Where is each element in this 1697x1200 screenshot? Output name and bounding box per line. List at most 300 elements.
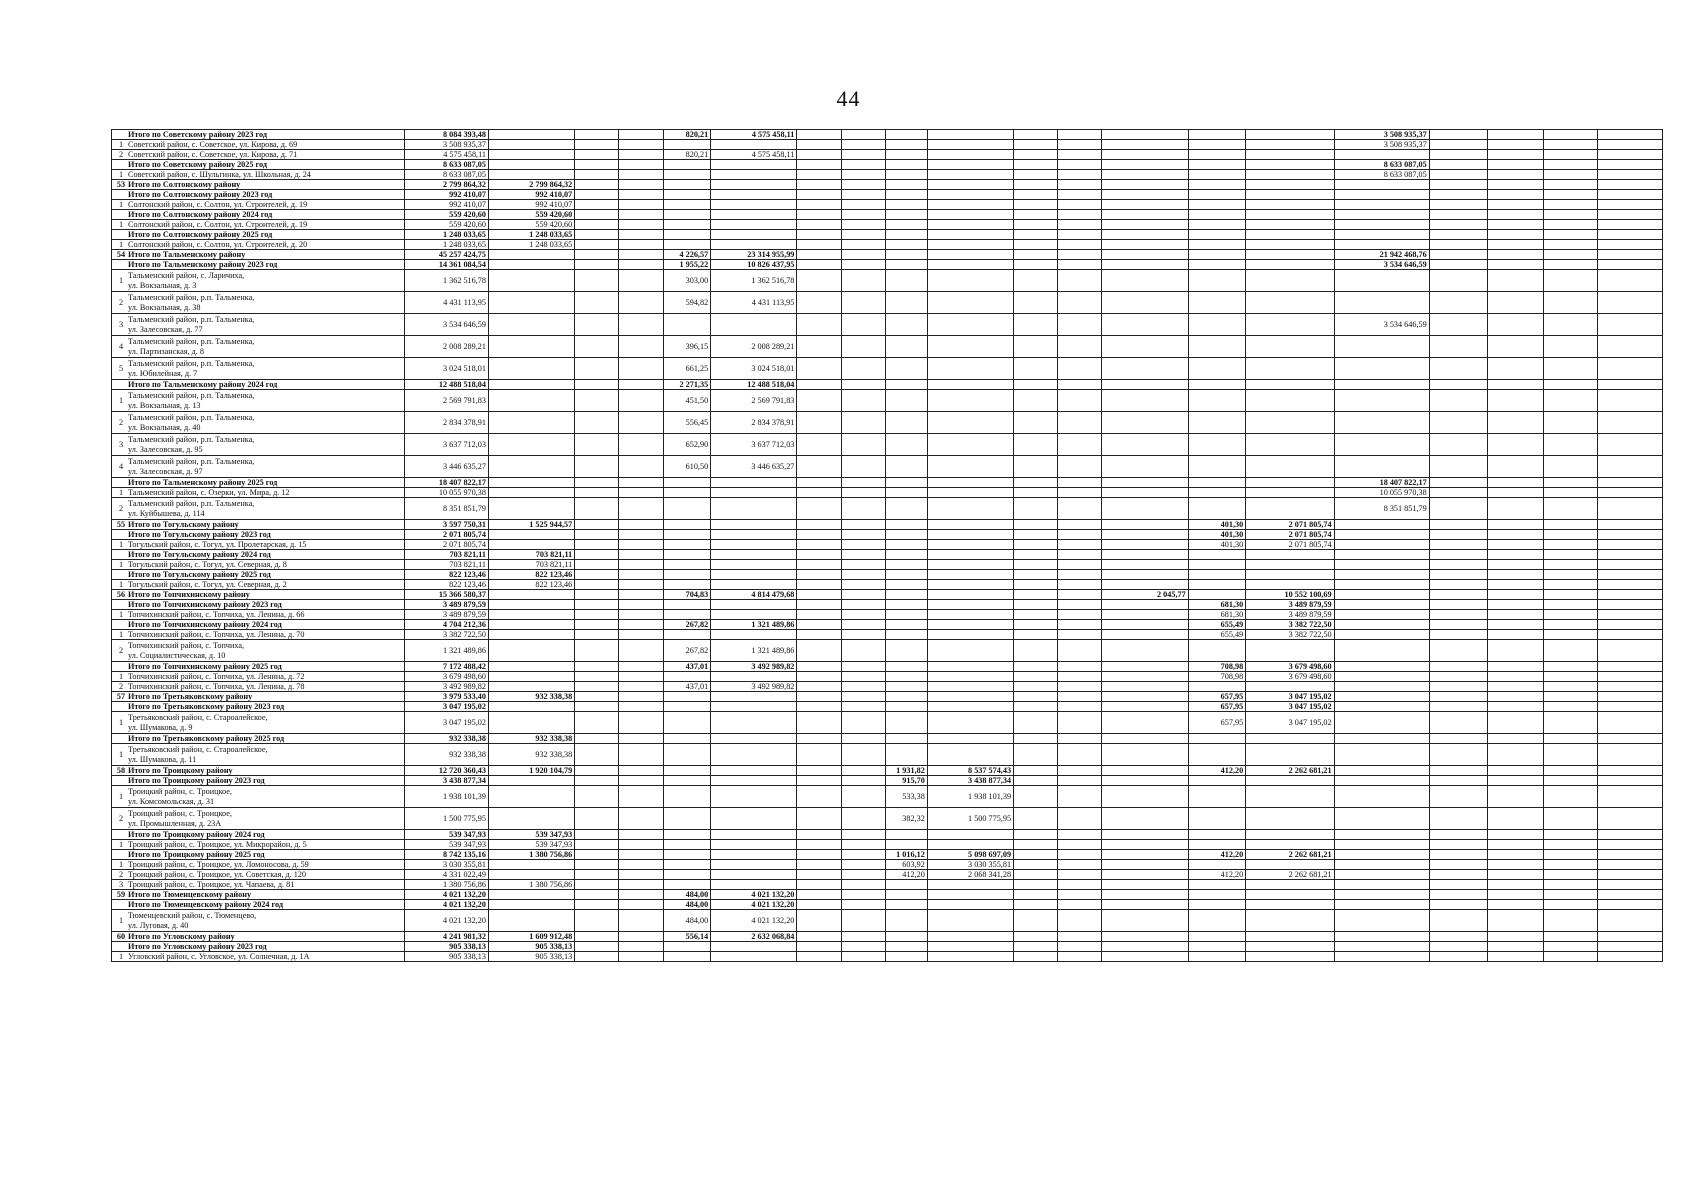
value-cell [1102,870,1188,880]
value-cell [663,314,711,336]
address-cell [112,952,405,962]
row-description: Топчихинский район, с. Топчиха, ул. Ленина, д. 72 [128,672,305,681]
value-cell: 4 331 022,49 [404,870,488,880]
value-cell: 603,92 [885,860,927,870]
value-cell [1102,640,1188,662]
value-cell [841,870,885,880]
value-cell [1543,672,1597,682]
value-cell [1597,942,1662,952]
value-cell [797,850,841,860]
row-number: 1 [118,915,124,925]
value-cell [1102,550,1188,560]
value-cell [488,590,574,600]
value-cell [1058,380,1102,390]
value-cell [1102,520,1188,530]
value-cell [885,662,927,672]
address-line-2: ул. Вокзальная, д. 3 [128,280,197,290]
value-cell: 3 030 355,81 [404,860,488,870]
value-cell: 401,30 [1188,540,1245,550]
value-cell [1597,270,1662,292]
value-cell: 8 633 087,05 [1334,170,1429,180]
value-cell [1014,910,1058,932]
value-cell [619,744,663,766]
value-cell [1334,620,1429,630]
value-cell [575,336,619,358]
value-cell [711,180,797,190]
value-cell [1058,910,1102,932]
value-cell [663,230,711,240]
value-cell [841,620,885,630]
value-cell [1429,630,1488,640]
value-cell: 4 575 458,11 [404,150,488,160]
value-cell [1334,200,1429,210]
value-cell [1058,850,1102,860]
value-cell [797,662,841,672]
value-cell [841,478,885,488]
value-cell [1102,942,1188,952]
row-number: 1 [118,560,124,569]
row-number: 1 [118,717,124,727]
address-cell [112,682,405,692]
value-cell [797,270,841,292]
value-cell [927,712,1013,734]
value-cell [1102,314,1188,336]
row-description: Советский район, с. Советское, ул. Кирова, д. 69 [128,140,298,149]
row-number: 2 [118,682,124,691]
table-row-item [112,488,1663,498]
value-cell: 3 508 935,37 [404,140,488,150]
table-row-total [112,734,1663,744]
value-cell [927,130,1013,140]
value-cell: 992 410,07 [404,190,488,200]
value-cell [1014,692,1058,702]
value-cell [1429,190,1488,200]
value-cell [927,620,1013,630]
row-description: Итого по Солтонскому району 2024 год [128,210,273,219]
value-cell [619,456,663,478]
value-cell [1334,900,1429,910]
value-cell [711,744,797,766]
value-cell [1188,170,1245,180]
value-cell [1014,160,1058,170]
value-cell: 3 637 712,03 [711,434,797,456]
value-cell [575,550,619,560]
value-cell: 10 055 970,38 [1334,488,1429,498]
value-cell [885,230,927,240]
table-row-item [112,640,1663,662]
value-cell [1429,160,1488,170]
value-cell [663,478,711,488]
address-line-2: ул. Юбилейная, д. 7 [128,368,198,378]
value-cell [1188,130,1245,140]
value-cell [797,870,841,880]
value-cell [927,610,1013,620]
value-cell: 4 431 113,95 [711,292,797,314]
value-cell [927,160,1013,170]
value-cell: 932 338,38 [488,692,574,702]
value-cell [885,390,927,412]
value-cell [1597,336,1662,358]
value-cell [619,662,663,672]
value-cell [619,640,663,662]
value-cell [927,314,1013,336]
table-row-item [112,358,1663,380]
value-cell [1488,744,1543,766]
row-number: 1 [118,220,124,229]
value-cell [1246,580,1334,590]
value-cell [841,830,885,840]
value-cell [1058,662,1102,672]
value-cell [711,314,797,336]
value-cell [575,456,619,478]
value-cell: 2 045,77 [1102,590,1188,600]
value-cell [1597,260,1662,270]
value-cell [1597,766,1662,776]
value-cell [1334,640,1429,662]
value-cell [1597,160,1662,170]
value-cell [1014,942,1058,952]
table-row-item [112,170,1663,180]
value-cell [1058,160,1102,170]
value-cell [1014,314,1058,336]
value-cell [663,550,711,560]
value-cell [927,840,1013,850]
value-cell [841,900,885,910]
value-cell [619,488,663,498]
value-cell: 8 351 851,79 [404,498,488,520]
value-cell [1597,520,1662,530]
value-cell [619,870,663,880]
value-cell: 1 525 944,57 [488,520,574,530]
value-cell [1429,662,1488,672]
value-cell [1429,270,1488,292]
value-cell: 820,21 [663,150,711,160]
value-cell [1188,488,1245,498]
table-row-total [112,570,1663,580]
value-cell [797,840,841,850]
value-cell: 451,50 [663,390,711,412]
row-number: 59 [116,890,126,899]
value-cell [575,380,619,390]
value-cell [1246,180,1334,190]
row-description: Итого по Тогульскому району 2025 год [128,570,271,579]
value-cell [1014,900,1058,910]
value-cell [841,640,885,662]
value-cell [711,672,797,682]
value-cell [1014,550,1058,560]
row-description: Солтонский район, с. Солтон, ул. Строителей, д. 19 [128,200,308,209]
value-cell [1058,550,1102,560]
value-cell [885,580,927,590]
value-cell [1543,260,1597,270]
value-cell [841,860,885,870]
value-cell [619,240,663,250]
value-cell [1188,260,1245,270]
value-cell [663,880,711,890]
row-number: 1 [118,540,124,549]
address-line-2: ул. Промышленная, д. 23А [128,818,222,828]
value-cell [1014,662,1058,672]
value-cell [1058,170,1102,180]
value-cell [1014,734,1058,744]
value-cell [797,880,841,890]
value-cell [797,702,841,712]
value-cell [841,180,885,190]
value-cell [797,786,841,808]
value-cell [885,380,927,390]
value-cell: 412,20 [1188,850,1245,860]
value-cell [885,190,927,200]
value-cell [1102,270,1188,292]
value-cell [885,712,927,734]
address-line-1: Тальменский район, р.п. Тальменка, [128,435,255,444]
value-cell [1058,630,1102,640]
value-cell [1102,200,1188,210]
address-line-1: Тальменский район, р.п. Тальменка, [128,359,255,368]
value-cell [1014,380,1058,390]
table-body [112,130,1663,962]
value-cell [1334,662,1429,672]
value-cell [1597,200,1662,210]
value-cell [1058,520,1102,530]
value-cell [1334,766,1429,776]
value-cell [663,488,711,498]
value-cell [711,230,797,240]
value-cell: 822 123,46 [404,580,488,590]
value-cell: 2 071 805,74 [404,530,488,540]
value-cell [1429,932,1488,942]
value-cell [797,692,841,702]
address-line-1: Третьяковский район, с. Староалейское, [128,745,268,754]
value-cell [1014,952,1058,962]
row-description: Тогульский район, с. Тогул, ул. Пролетарская, д. 15 [128,540,307,549]
address-cell [112,910,405,932]
value-cell [885,260,927,270]
value-cell [797,900,841,910]
value-cell [1188,250,1245,260]
value-cell [1488,600,1543,610]
address-line-1: Троицкий район, с. Троицкое, [128,787,232,796]
value-cell [619,932,663,942]
value-cell [1014,682,1058,692]
value-cell [927,260,1013,270]
value-cell [927,456,1013,478]
value-cell [663,786,711,808]
value-cell [1488,314,1543,336]
value-cell [619,620,663,630]
row-description: Топчихинский район, с. Топчиха, ул. Ленина, д. 78 [128,682,305,691]
value-cell [927,692,1013,702]
value-cell [711,140,797,150]
value-cell: 655,49 [1188,620,1245,630]
value-cell: 932 338,38 [404,744,488,766]
value-cell [1058,140,1102,150]
table-row-item [112,270,1663,292]
row-description: Итого по Солтонскому району 2023 год [128,190,273,199]
value-cell [619,850,663,860]
value-cell [927,952,1013,962]
value-cell [1488,942,1543,952]
address-cell [112,766,405,776]
value-cell [1014,260,1058,270]
value-cell [797,550,841,560]
value-cell [841,170,885,180]
value-cell: 412,20 [1188,766,1245,776]
value-cell [488,380,574,390]
value-cell [575,260,619,270]
address-cell [112,292,405,314]
address-cell [112,390,405,412]
value-cell [711,488,797,498]
value-cell [885,314,927,336]
value-cell: 3 382 722,50 [404,630,488,640]
value-cell [1058,150,1102,160]
table-row-item [112,540,1663,550]
address-cell [112,840,405,850]
value-cell: 8 633 087,05 [404,170,488,180]
value-cell [1246,880,1334,890]
value-cell [841,590,885,600]
value-cell [488,390,574,412]
value-cell [1429,776,1488,786]
table-row-item [112,952,1663,962]
value-cell [927,880,1013,890]
value-cell [927,910,1013,932]
address-cell [112,250,405,260]
value-cell [1188,932,1245,942]
value-cell: 3 637 712,03 [404,434,488,456]
value-cell [1014,672,1058,682]
value-cell: 652,90 [663,434,711,456]
value-cell [1488,870,1543,880]
value-cell: 4 431 113,95 [404,292,488,314]
value-cell [575,662,619,672]
value-cell [1188,190,1245,200]
value-cell [488,786,574,808]
value-cell [797,498,841,520]
row-description: Итого по Топчихинскому району [128,590,250,599]
value-cell [927,942,1013,952]
value-cell [1488,230,1543,240]
value-cell [1488,850,1543,860]
row-number: 58 [116,766,126,775]
address-line-2: ул. Залесовская, д. 95 [128,444,203,454]
address-cell [112,692,405,702]
value-cell [1597,850,1662,860]
table-row-item [112,292,1663,314]
table-row-total [112,702,1663,712]
row-description: Советский район, с. Шульгинка, ул. Школьная, д. 24 [128,170,311,179]
value-cell: 822 123,46 [404,570,488,580]
value-cell: 4 021 132,20 [404,890,488,900]
value-cell: 267,82 [663,620,711,630]
address-cell [112,830,405,840]
value-cell [1597,560,1662,570]
value-cell [663,776,711,786]
value-cell [841,160,885,170]
value-cell [711,776,797,786]
value-cell [619,786,663,808]
value-cell [1246,860,1334,870]
value-cell: 2 569 791,83 [711,390,797,412]
value-cell [488,808,574,830]
value-cell [841,744,885,766]
address-cell [112,776,405,786]
row-description: Тогульский район, с. Тогул, ул. Северная, д. 2 [128,580,287,589]
value-cell [841,130,885,140]
value-cell: 3 979 533,40 [404,692,488,702]
table-row-item [112,498,1663,520]
value-cell [1543,808,1597,830]
table-row-total [112,620,1663,630]
value-cell [575,292,619,314]
value-cell: 681,30 [1188,600,1245,610]
value-cell [885,540,927,550]
value-cell: 3 492 989,82 [711,662,797,672]
value-cell [927,170,1013,180]
value-cell: 3 508 935,37 [1334,140,1429,150]
table-row-total [112,478,1663,488]
value-cell: 992 410,07 [404,200,488,210]
value-cell [1429,380,1488,390]
value-cell [797,530,841,540]
value-cell [1488,692,1543,702]
value-cell [797,210,841,220]
value-cell [1334,358,1429,380]
value-cell [663,210,711,220]
value-cell [797,230,841,240]
value-cell [1246,260,1334,270]
value-cell [1014,488,1058,498]
value-cell [1429,260,1488,270]
value-cell [1188,682,1245,692]
value-cell [1014,530,1058,540]
value-cell [711,610,797,620]
value-cell [1334,932,1429,942]
value-cell [885,942,927,952]
value-cell [1188,560,1245,570]
value-cell [575,358,619,380]
value-cell [1246,560,1334,570]
value-cell [711,808,797,830]
value-cell [841,220,885,230]
value-cell [619,600,663,610]
row-description: Итого по Солтонскому району [128,180,241,189]
address-cell [112,520,405,530]
address-cell [112,240,405,250]
value-cell [1488,682,1543,692]
value-cell [711,830,797,840]
value-cell [1246,130,1334,140]
row-description: Итого по Третьяковскому району [128,692,253,701]
value-cell [1246,550,1334,560]
value-cell [575,530,619,540]
table-row-item [112,140,1663,150]
value-cell [1188,860,1245,870]
value-cell [1488,830,1543,840]
value-cell [711,786,797,808]
address-cell [112,314,405,336]
row-description: Итого по Троицкому району 2025 год [128,850,265,859]
value-cell: 2 071 805,74 [1246,540,1334,550]
value-cell [1429,200,1488,210]
value-cell [1543,140,1597,150]
address-line-1: Третьяковский район, с. Староалейское, [128,713,268,722]
value-cell [1543,336,1597,358]
value-cell [1102,530,1188,540]
address-cell [112,900,405,910]
value-cell [1014,336,1058,358]
